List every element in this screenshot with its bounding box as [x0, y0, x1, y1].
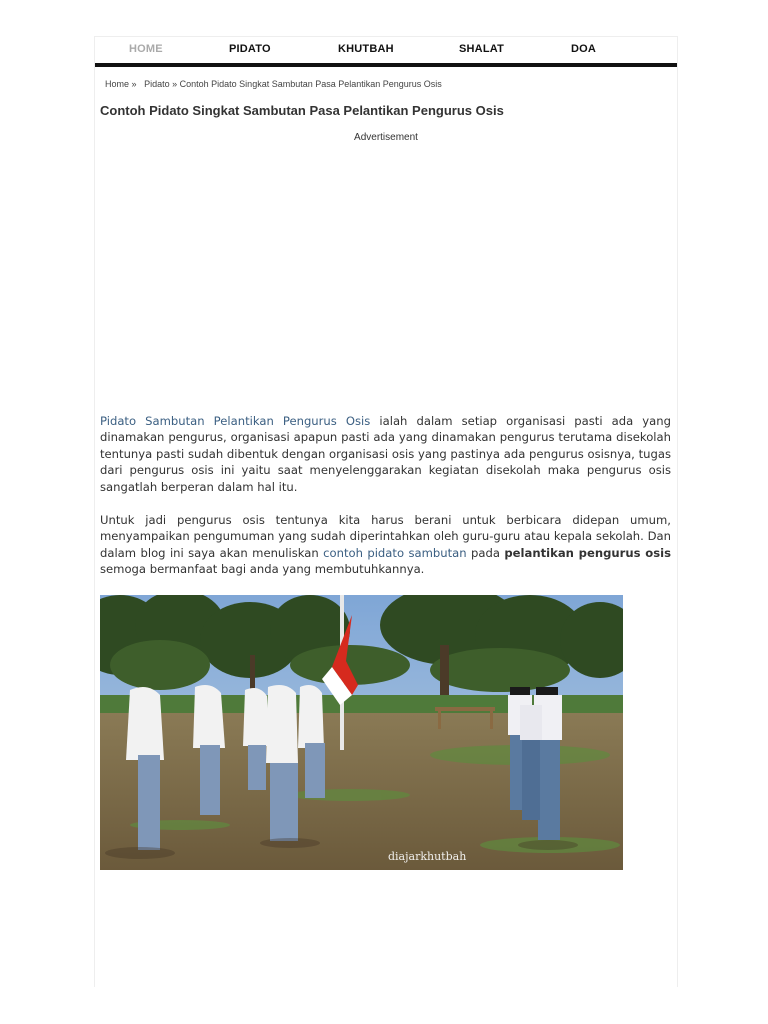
- nav-item-home[interactable]: HOME: [129, 43, 163, 55]
- breadcrumb-current: Contoh Pidato Singkat Sambutan Pasa Pelantikan Pengurus Osis: [179, 79, 442, 89]
- nav-item-doa[interactable]: DOA: [571, 43, 597, 55]
- nav-divider-bar: [95, 63, 677, 67]
- article-paragraph-2: [100, 512, 671, 578]
- paragraph-2-text-c: semoga bermanfaat bagi anda yang membutuhkannya.: [100, 562, 425, 577]
- breadcrumb-home-link[interactable]: Home: [105, 79, 130, 89]
- pidato-sambutan-link[interactable]: Pidato Sambutan Pelantikan Pengurus Osis: [100, 414, 371, 428]
- breadcrumb-separator: »: [131, 79, 137, 89]
- nav-item-khutbah[interactable]: KHUTBAH: [338, 43, 394, 55]
- nav-item-shalat[interactable]: SHALAT: [459, 43, 504, 55]
- paragraph-1-text: ialah dalam setiap organisasi pasti ada yang dinamakan pengurus, organisasi apapun pasti ada yang dinamakan pengurus terutama disekolah tentunya pasti sudah dibentuk dengan organisasi osis yang pastinya ada pengurus osisnya, tugas dari pengurus osis ini yaitu saat menyelenggarakan kegiatan disekolah maka pengurus osis sangatlah berperan dalam hal itu.: [100, 414, 671, 494]
- article-paragraph-1: [100, 413, 671, 495]
- breadcrumb: [105, 79, 442, 89]
- contoh-pidato-sambutan-link[interactable]: contoh pidato sambutan: [323, 545, 467, 560]
- breadcrumb-category-link[interactable]: Pidato: [144, 79, 170, 89]
- paragraph-2-text-b: pada: [466, 545, 505, 560]
- advertisement-slot[interactable]: [100, 147, 672, 402]
- main-nav: [95, 37, 677, 64]
- breadcrumb-separator: »: [172, 79, 178, 89]
- page-title: Contoh Pidato Singkat Sambutan Pasa Pelantikan Pengurus Osis: [100, 103, 504, 118]
- advertisement-label: Advertisement: [354, 132, 418, 143]
- photo-watermark: diajarkhutbah: [388, 850, 467, 863]
- article-photo: [100, 595, 623, 870]
- nav-item-pidato[interactable]: PIDATO: [229, 43, 271, 55]
- paragraph-2-text-a: Untuk jadi pengurus osis tentunya kita harus berani untuk berbicara didepan umum, menyampaikan pengumuman yang sudah diperintahkan oleh guru-guru atau kepala sekolah. Dan dalam blog ini saya akan menuliskan: [100, 513, 671, 560]
- page-container: [94, 36, 678, 987]
- paragraph-2-bold: pelantikan pengurus osis: [504, 545, 672, 560]
